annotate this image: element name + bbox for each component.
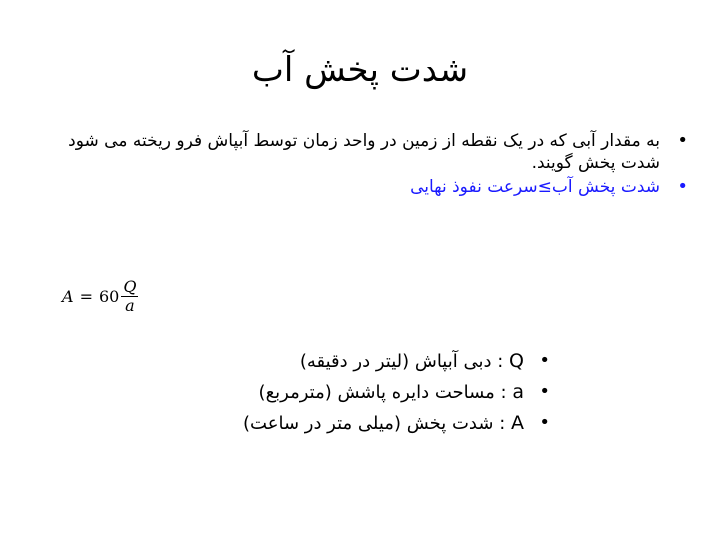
- formula-fraction: [121, 278, 138, 315]
- definition-list: [130, 346, 550, 439]
- definition-text: : دبی آبپاش (لیتر در دقیقه): [299, 351, 504, 372]
- bullet-condition: [50, 176, 690, 198]
- bullet-dot-icon: •: [677, 176, 688, 197]
- formula-lhs: A: [62, 287, 74, 306]
- definition-text: : مساحت دایره پاشش (مترمربع): [258, 382, 507, 403]
- bullet-dot-icon: •: [677, 130, 688, 151]
- definition-symbol: Q: [509, 350, 524, 372]
- bullet-definition: [50, 130, 690, 174]
- bullet-text: شدت پخش آب≥سرعت نفوذ نهایی: [410, 177, 660, 197]
- definition-item: [130, 377, 550, 408]
- slide-title: شدت پخش آب: [251, 50, 469, 90]
- formula-equals: =: [79, 287, 93, 306]
- formula-numerator: Q: [123, 277, 137, 296]
- bullet-dot-icon: •: [539, 412, 550, 433]
- formula: [62, 278, 138, 315]
- definition-text: : شدت پخش (میلی متر در ساعت): [243, 413, 506, 434]
- definition-symbol: a: [512, 381, 524, 403]
- definition-item: [130, 346, 550, 377]
- formula-denominator: a: [125, 296, 135, 315]
- definition-item: [130, 408, 550, 439]
- bullet-dot-icon: •: [539, 350, 550, 371]
- bullet-dot-icon: •: [539, 381, 550, 402]
- formula-coefficient: 60: [98, 287, 120, 306]
- bullet-list: [50, 130, 690, 198]
- bullet-text: به مقدار آبی که در یک نقطه از زمین در واحد زمان توسط آبپاش فرو ریخته می شود شدت پخش گویند.: [68, 131, 660, 173]
- definition-symbol: A: [511, 412, 524, 434]
